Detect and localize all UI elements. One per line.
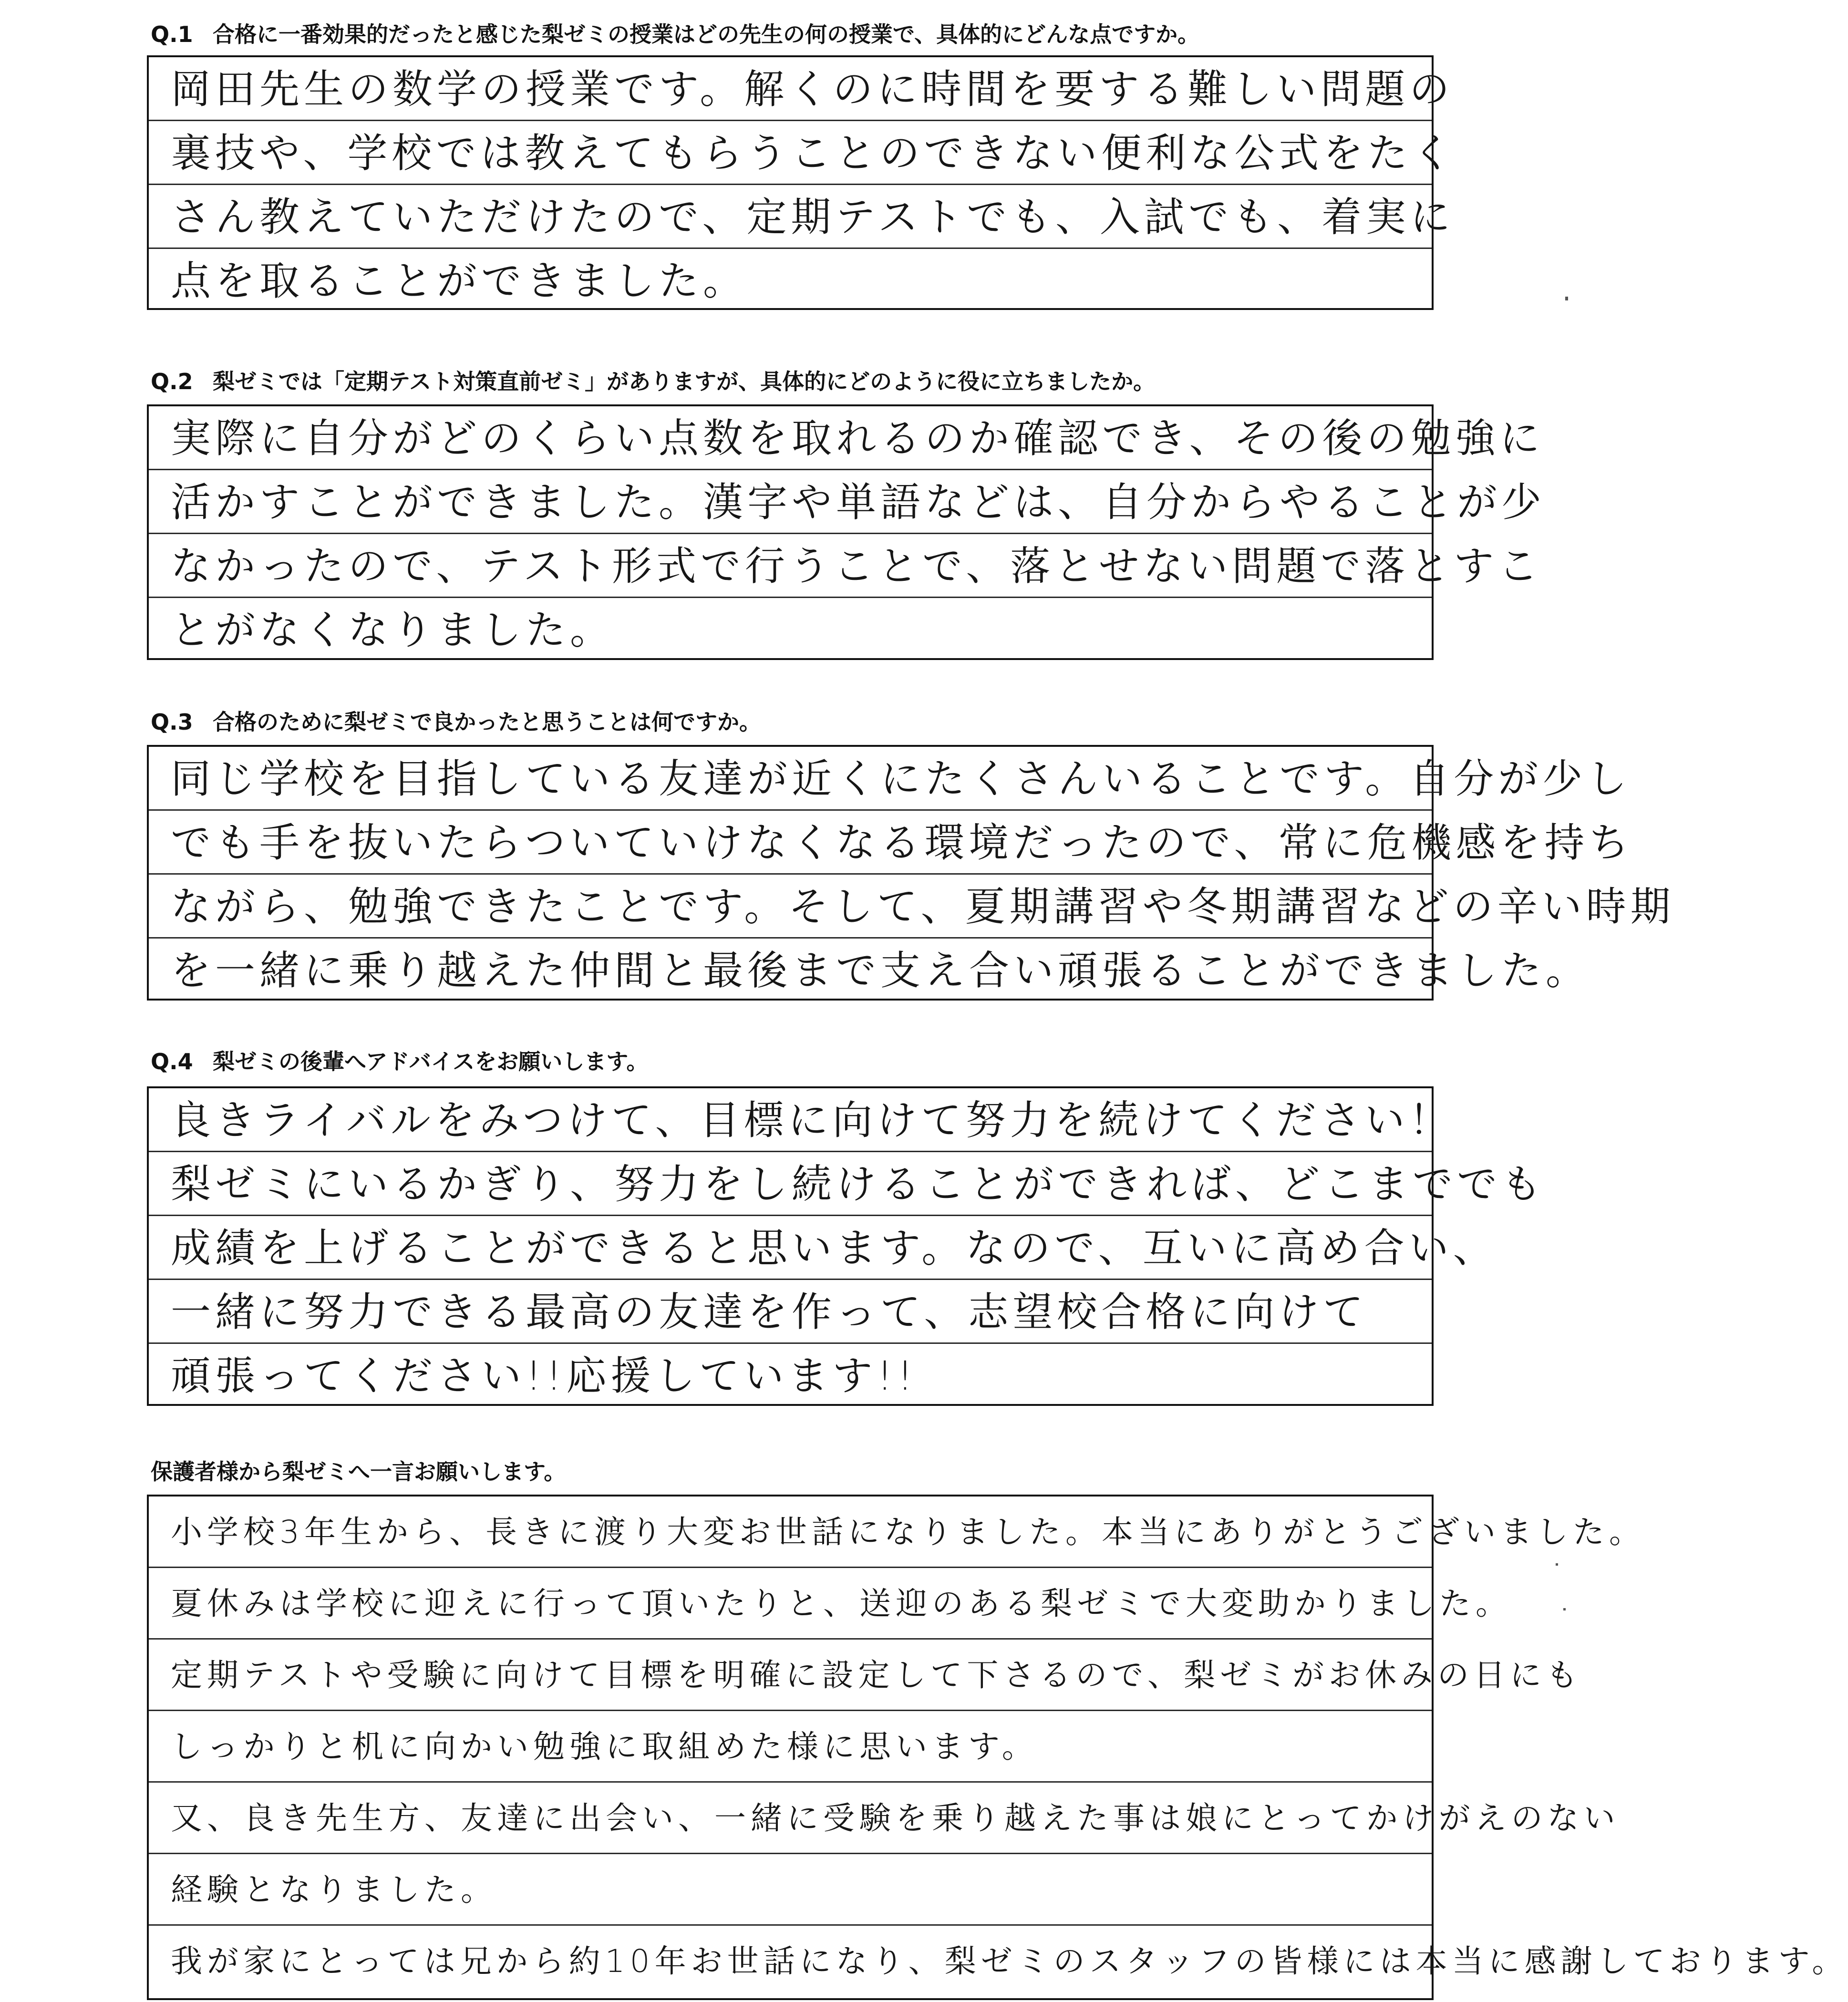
answer-line: 梨ゼミにいるかぎり、努力をし続けることができれば、どこまででも (149, 1152, 1432, 1216)
scan-mark (1556, 1563, 1558, 1566)
answer-box-2 (147, 404, 1546, 660)
question-4-heading (151, 1047, 649, 1076)
answer-line: 点を取ることができました。 (171, 258, 748, 304)
parent-answer-box (147, 1495, 1848, 2000)
answer-line: 同じ学校を目指している友達が近くにたくさんいることです。自分が少し (149, 747, 1432, 811)
answer-box-4 (147, 1086, 1546, 1406)
question-number: Q.3 (151, 709, 193, 735)
question-number: Q.2 (151, 369, 193, 394)
answer-line: 活かすことができました。漢字や単語などは、自分からやることが少 (149, 470, 1432, 534)
answer-line: なかったので、テスト形式で行うことで、落とせない問題で落とすこ (149, 534, 1432, 598)
answer-line: 成績を上げることができると思います。なので、互いに高め合い、 (149, 1216, 1432, 1280)
answer-box-3 (147, 745, 1675, 1001)
answer-line: 実際に自分がどのくらい点数を取れるのか確認でき、その後の勉強に (149, 406, 1432, 470)
question-3-heading (151, 708, 761, 736)
question-number: Q.4 (151, 1049, 193, 1074)
question-text: 合格のために梨ゼミで良かったと思うことは何ですか。 (213, 709, 761, 735)
answer-line: 岡田先生の数学の授業です。解くのに時間を要する難しい問題の (149, 57, 1432, 121)
scan-mark (1563, 1608, 1566, 1610)
question-number: Q.1 (151, 21, 193, 47)
answer-line: 一緒に努力できる最高の友達を作って、志望校合格に向けて (149, 1280, 1432, 1344)
answer-line: 夏休みは学校に迎えに行って頂いたりと、送迎のある梨ゼミで大変助かりました。 (149, 1568, 1432, 1640)
answer-line: を一緒に乗り越えた仲間と最後まで支え合い頑張ることができました。 (171, 947, 1590, 994)
question-text: 合格に一番効果的だったと感じた梨ゼミの授業はどの先生の何の授業で、具体的にどんな点ですか。 (213, 21, 1200, 47)
answer-line: ながら、勉強できたことです。そして、夏期講習や冬期講習などの辛い時期 (149, 875, 1432, 939)
answer-line: 小学校3年生から、長きに渡り大変お世話になりました。本当にありがとうございました。 (149, 1496, 1432, 1568)
question-1-heading (151, 20, 1199, 49)
answer-line: 経験となりました。 (149, 1854, 1432, 1926)
answer-line: 裏技や、学校では教えてもらうことのできない便利な公式をたく (149, 121, 1432, 185)
question-text: 梨ゼミの後輩へアドバイスをお願いします。 (213, 1049, 649, 1074)
answer-box-1 (147, 55, 1456, 310)
question-2-heading (151, 367, 1155, 396)
answer-line: 良きライバルをみつけて、目標に向けて努力を続けてください！ (149, 1088, 1432, 1152)
answer-line: とがなくなりました。 (171, 607, 615, 653)
question-text: 梨ゼミでは「定期テスト対策直前ゼミ」がありますが、具体的にどのように役に立ちましたか。 (213, 369, 1156, 394)
answer-line: 又、良き先生方、友達に出会い、一緒に受験を乗り越えた事は娘にとってかけがえのない (149, 1783, 1432, 1854)
parent-heading-text: 保護者様から梨ゼミへ一言お願いします。 (151, 1459, 566, 1485)
scan-mark (1565, 297, 1568, 300)
answer-line: 我が家にとっては兄から約10年お世話になり、梨ゼミのスタッフの皆様には本当に感謝しております。 (171, 1943, 1848, 1980)
answer-line: さん教えていただけたので、定期テストでも、入試でも、着実に (149, 185, 1432, 249)
answer-line: しっかりと机に向かい勉強に取組めた様に思います。 (149, 1711, 1432, 1783)
parent-heading (151, 1457, 566, 1486)
answer-line: でも手を抜いたらついていけなくなる環境だったので、常に危機感を持ち (149, 811, 1432, 875)
answer-line: 頑張ってください!!応援しています!! (171, 1352, 918, 1399)
answer-line: 定期テストや受験に向けて目標を明確に設定して下さるので、梨ゼミがお休みの日にも (149, 1640, 1432, 1711)
